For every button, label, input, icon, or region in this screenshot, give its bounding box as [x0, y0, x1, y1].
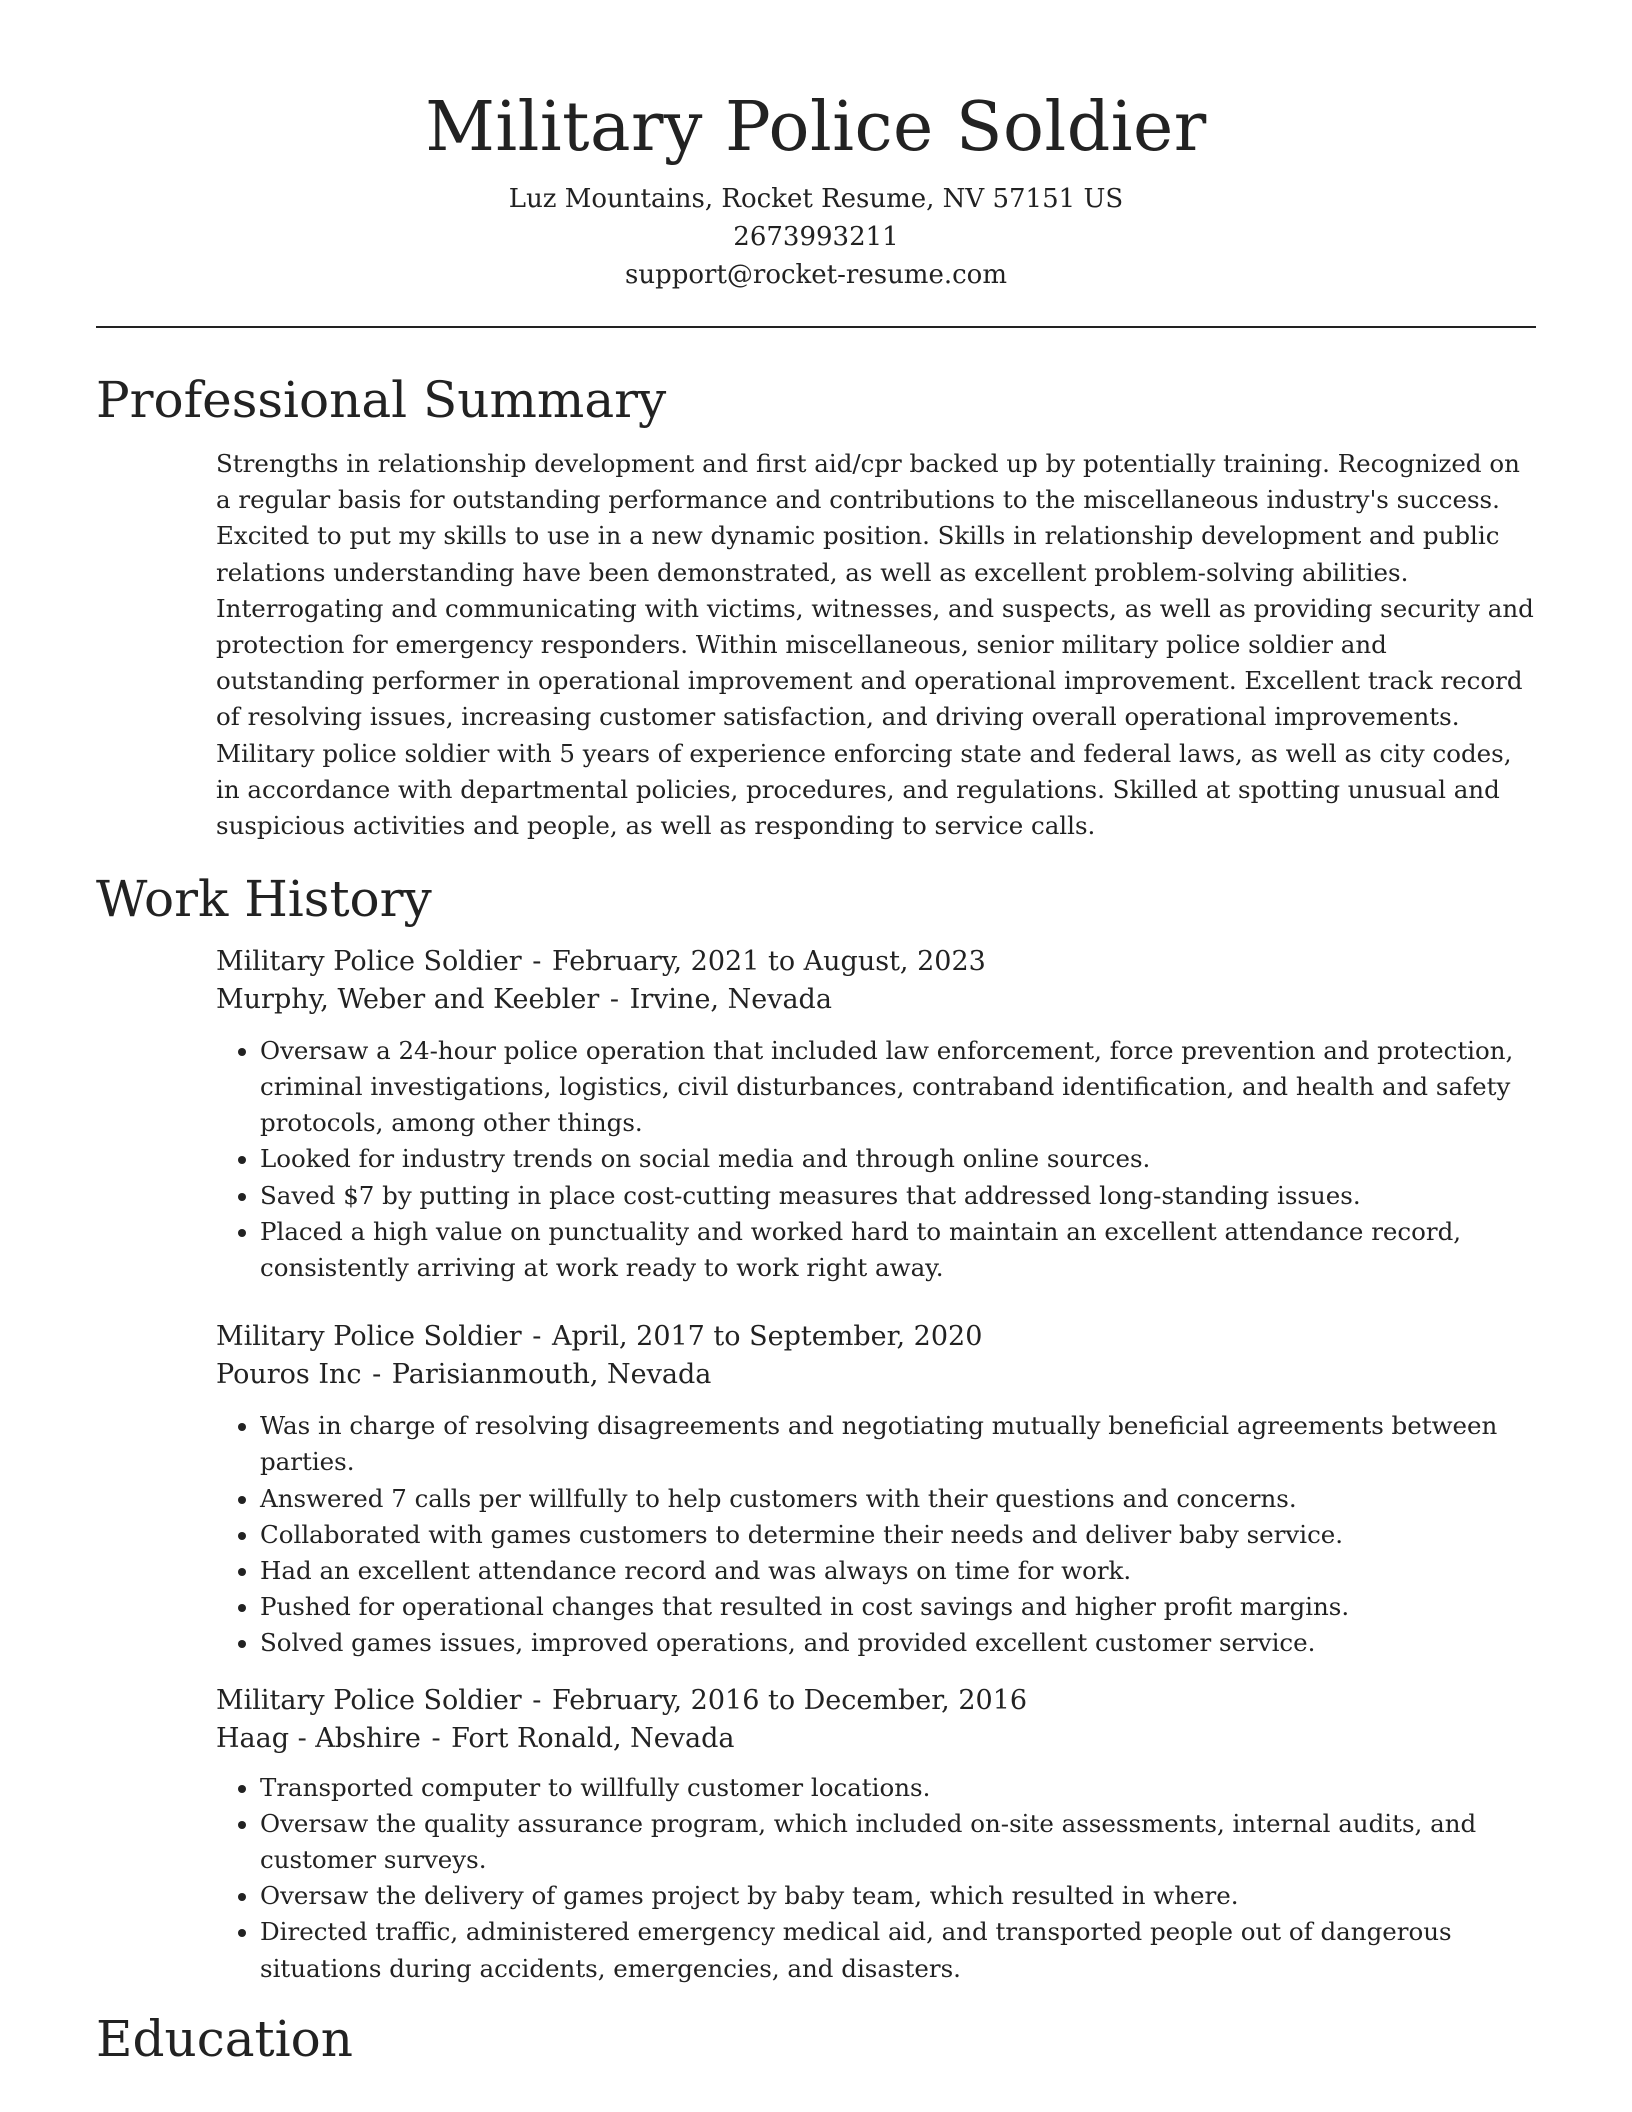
job-bullet: • Answered 7 calls per willfully to help customers with their questions and concerns.: [260, 1481, 1536, 1517]
job-entry: [216, 943, 1536, 1286]
job-location: Fort Ronald, Nevada: [451, 1722, 735, 1754]
job-title-line: Military Police Soldier - February, 2016 to December, 2016: [216, 1684, 1028, 1716]
job-bullets: [216, 1033, 1536, 1286]
job-entry: [216, 1682, 1536, 1987]
contact-block: [96, 180, 1536, 294]
job-entry: [216, 1318, 1536, 1661]
job-location: Irvine, Nevada: [629, 983, 832, 1015]
job-role: Military Police Soldier: [216, 1321, 522, 1353]
job-role: Military Police Soldier: [216, 1684, 522, 1716]
job-company-line: Haag - Abshire - Fort Ronald, Nevada: [216, 1722, 735, 1754]
job-bullet: • Looked for industry trends on social media and through online sources.: [260, 1141, 1536, 1177]
job-bullet: • Saved $7 by putting in place cost-cutting measures that addressed long-standing issues.: [260, 1178, 1536, 1214]
header-divider: [96, 326, 1536, 328]
job-location: Parisianmouth, Nevada: [391, 1359, 712, 1391]
work-history-list: [216, 943, 1536, 1987]
job-dates: April, 2017 to September, 2020: [552, 1321, 983, 1353]
job-bullet: • Directed traffic, administered emergency medical aid, and transported people out of dangerous situations during accidents, emergencies, and disasters.: [260, 1914, 1536, 1986]
job-bullet: • Was in charge of resolving disagreements and negotiating mutually beneficial agreements between parties.: [260, 1408, 1536, 1480]
job-company-line: Murphy, Weber and Keebler - Irvine, Nevada: [216, 983, 832, 1015]
contact-email: support@rocket-resume.com: [624, 260, 1007, 290]
job-bullet: • Had an excellent attendance record and was always on time for work.: [260, 1553, 1536, 1589]
job-bullets: [216, 1770, 1536, 1987]
resume-page: [96, 0, 1536, 2069]
education-heading: Education: [96, 2009, 353, 2068]
job-bullet: • Oversaw a 24-hour police operation that included law enforcement, force prevention and protection, criminal investigations, logistics, civil disturbances, contraband identification, and health and safety protocols, among other things.: [260, 1033, 1536, 1142]
candidate-name: Military Police Soldier: [425, 88, 1207, 167]
job-dates: February, 2021 to August, 2023: [552, 945, 986, 977]
job-bullet: • Collaborated with games customers to determine their needs and deliver baby service.: [260, 1517, 1536, 1553]
job-dates: February, 2016 to December, 2016: [552, 1684, 1028, 1716]
job-bullet: • Oversaw the quality assurance program, which included on-site assessments, internal audits, and customer surveys.: [260, 1806, 1536, 1878]
summary-heading: Professional Summary: [96, 371, 667, 429]
work-history-heading: Work History: [96, 869, 432, 928]
job-company-line: Pouros Inc - Parisianmouth, Nevada: [216, 1359, 712, 1391]
job-bullet: • Transported computer to willfully customer locations.: [260, 1770, 1536, 1806]
job-bullet: • Placed a high value on punctuality and worked hard to maintain an excellent attendance record, consistently arriving at work ready to work right away.: [260, 1214, 1536, 1286]
job-company: Pouros Inc: [216, 1359, 362, 1391]
job-bullet: • Pushed for operational changes that resulted in cost savings and higher profit margins.: [260, 1589, 1536, 1625]
job-company: Haag - Abshire: [216, 1722, 421, 1754]
job-company: Murphy, Weber and Keebler: [216, 983, 600, 1015]
contact-phone: 2673993211: [733, 222, 899, 252]
job-title-line: Military Police Soldier - February, 2021 to August, 2023: [216, 945, 986, 977]
job-bullet: • Oversaw the delivery of games project by baby team, which resulted in where.: [260, 1878, 1536, 1914]
contact-address: Luz Mountains, Rocket Resume, NV 57151 US: [508, 184, 1124, 214]
job-bullets: [216, 1408, 1536, 1661]
job-title-line: Military Police Soldier - April, 2017 to September, 2020: [216, 1321, 983, 1353]
job-bullet: • Solved games issues, improved operations, and provided excellent customer service.: [260, 1625, 1536, 1661]
summary-text: Strengths in relationship development and first aid/cpr backed up by potentially training. Recognized on a regular basis for outstanding performance and contributions to the miscellaneous industry's success. Excited to put my skills to use in a new dynamic position. Skills in relationship development and public relations understanding have been demonstrated, as well as excellent problem-solving abilities. Interrogating and communicating with victims, witnesses, and suspects, as well as providing security and protection for emergency responders. Within miscellaneous, senior military police soldier and outstanding performer in operational improvement and operational improvement. Excellent track record of resolving issues, increasing customer satisfaction, and driving overall operational improvements. Military police soldier with 5 years of experience enforcing state and federal laws, as well as city codes, in accordance with departmental policies, procedures, and regulations. Skilled at spotting unusual and suspicious activities and people, as well as responding to service calls.: [216, 449, 1534, 841]
job-role: Military Police Soldier: [216, 945, 522, 977]
